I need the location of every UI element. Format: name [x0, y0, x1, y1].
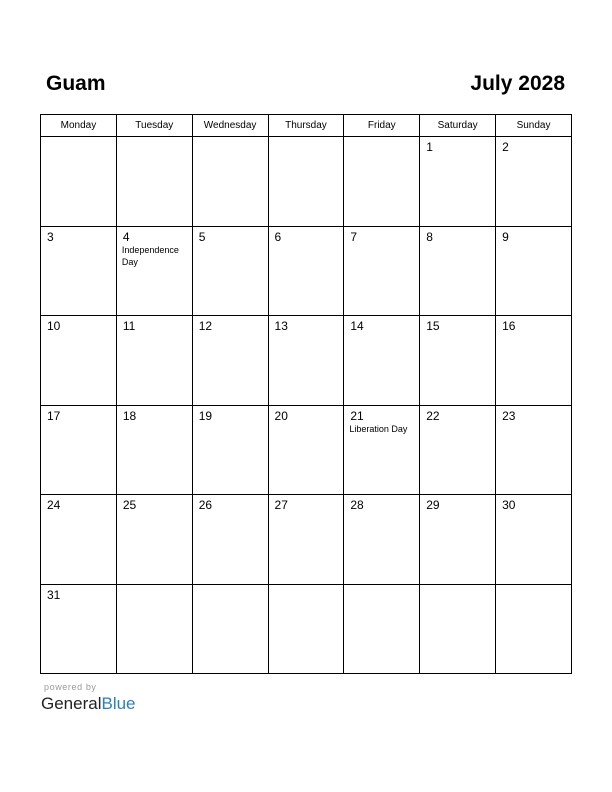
day-number: 6 [274, 229, 282, 244]
holiday-label: Independence Day [121, 244, 179, 267]
day-cell [496, 584, 572, 674]
day-cell [116, 226, 192, 316]
day-cell [192, 495, 268, 585]
weekday-header: Tuesday [116, 115, 192, 137]
day-cell [420, 405, 496, 495]
day-number [117, 137, 192, 140]
day-cell [420, 495, 496, 585]
day-number: 21 [350, 408, 364, 423]
week-row [41, 137, 572, 227]
day-cell [41, 137, 117, 227]
day-cell [41, 405, 117, 495]
day-number: 8 [426, 229, 433, 244]
day-cell [268, 495, 344, 585]
day-number: 3 [47, 229, 54, 244]
day-cell [41, 316, 117, 406]
day-cell [192, 584, 268, 674]
day-cell [268, 316, 344, 406]
day-cell [420, 137, 496, 227]
weekday-header: Saturday [420, 115, 496, 137]
day-number [344, 137, 419, 140]
day-number: 10 [47, 319, 61, 333]
day-cell [268, 137, 344, 227]
holiday-label: Liberation Day [349, 423, 408, 434]
day-cell [268, 405, 344, 495]
calendar-grid [40, 114, 572, 674]
brand-part-general: General [41, 694, 102, 713]
day-number: 16 [502, 319, 516, 333]
week-row [41, 316, 572, 406]
day-cell [192, 316, 268, 406]
day-number [193, 585, 268, 588]
brand-part-blue: Blue [101, 694, 136, 713]
day-cell [344, 584, 420, 674]
day-number [193, 137, 268, 140]
day-cell [496, 226, 572, 316]
day-cell [41, 584, 117, 674]
day-cell [344, 495, 420, 585]
day-number: 28 [350, 498, 364, 512]
day-number: 22 [426, 408, 440, 423]
day-cell [344, 137, 420, 227]
day-number [344, 585, 419, 588]
day-cell [496, 316, 572, 406]
day-number: 24 [47, 498, 61, 512]
region-title: Guam [46, 72, 106, 95]
day-number: 31 [47, 587, 61, 602]
day-cell [116, 316, 192, 406]
day-number: 13 [274, 319, 288, 333]
day-cell [496, 137, 572, 227]
weekday-header: Thursday [268, 115, 344, 137]
week-row [41, 226, 572, 316]
day-number: 15 [426, 319, 440, 333]
week-row [41, 584, 572, 674]
day-number: 7 [350, 229, 358, 244]
day-number [41, 137, 116, 140]
day-cell [116, 495, 192, 585]
day-cell [192, 405, 268, 495]
day-cell [420, 584, 496, 674]
day-number: 29 [426, 498, 440, 512]
day-number: 17 [47, 408, 61, 423]
day-number: 5 [198, 229, 206, 244]
day-number: 1 [426, 140, 433, 154]
day-number: 27 [274, 498, 288, 512]
day-cell [41, 495, 117, 585]
day-cell [268, 226, 344, 316]
day-cell [116, 584, 192, 674]
weekday-header: Monday [41, 115, 117, 137]
day-number: 2 [502, 140, 509, 154]
day-number [269, 585, 344, 588]
day-number: 25 [122, 498, 137, 512]
weekday-header: Friday [344, 115, 420, 137]
day-number: 18 [122, 408, 137, 423]
day-number [420, 585, 495, 588]
weekday-header: Sunday [496, 115, 572, 137]
month-year-title: July 2028 [470, 72, 565, 95]
day-number [496, 585, 571, 588]
day-cell [496, 405, 572, 495]
day-number: 23 [502, 408, 516, 423]
day-cell [192, 226, 268, 316]
day-cell [496, 495, 572, 585]
day-number: 4 [122, 229, 130, 244]
day-cell [344, 405, 420, 495]
day-cell [420, 226, 496, 316]
day-cell [420, 316, 496, 406]
week-row [41, 495, 572, 585]
generalblue-logo[interactable] [41, 694, 136, 714]
day-number [117, 585, 192, 588]
weekday-header: Wednesday [192, 115, 268, 137]
day-number: 11 [122, 319, 136, 333]
day-number: 26 [198, 498, 213, 512]
powered-by-label: powered by [44, 682, 97, 692]
day-cell [116, 137, 192, 227]
day-number: 14 [350, 319, 364, 333]
day-cell [344, 226, 420, 316]
day-cell [268, 584, 344, 674]
day-cell [41, 226, 117, 316]
day-cell [116, 405, 192, 495]
day-number: 30 [502, 498, 516, 512]
day-cell [344, 316, 420, 406]
day-cell [192, 137, 268, 227]
weekday-header-row [41, 115, 572, 137]
week-row [41, 405, 572, 495]
day-number: 9 [502, 229, 509, 244]
day-number: 20 [274, 408, 288, 423]
day-number: 12 [198, 319, 213, 333]
day-number: 19 [198, 408, 213, 423]
day-number [269, 137, 344, 140]
